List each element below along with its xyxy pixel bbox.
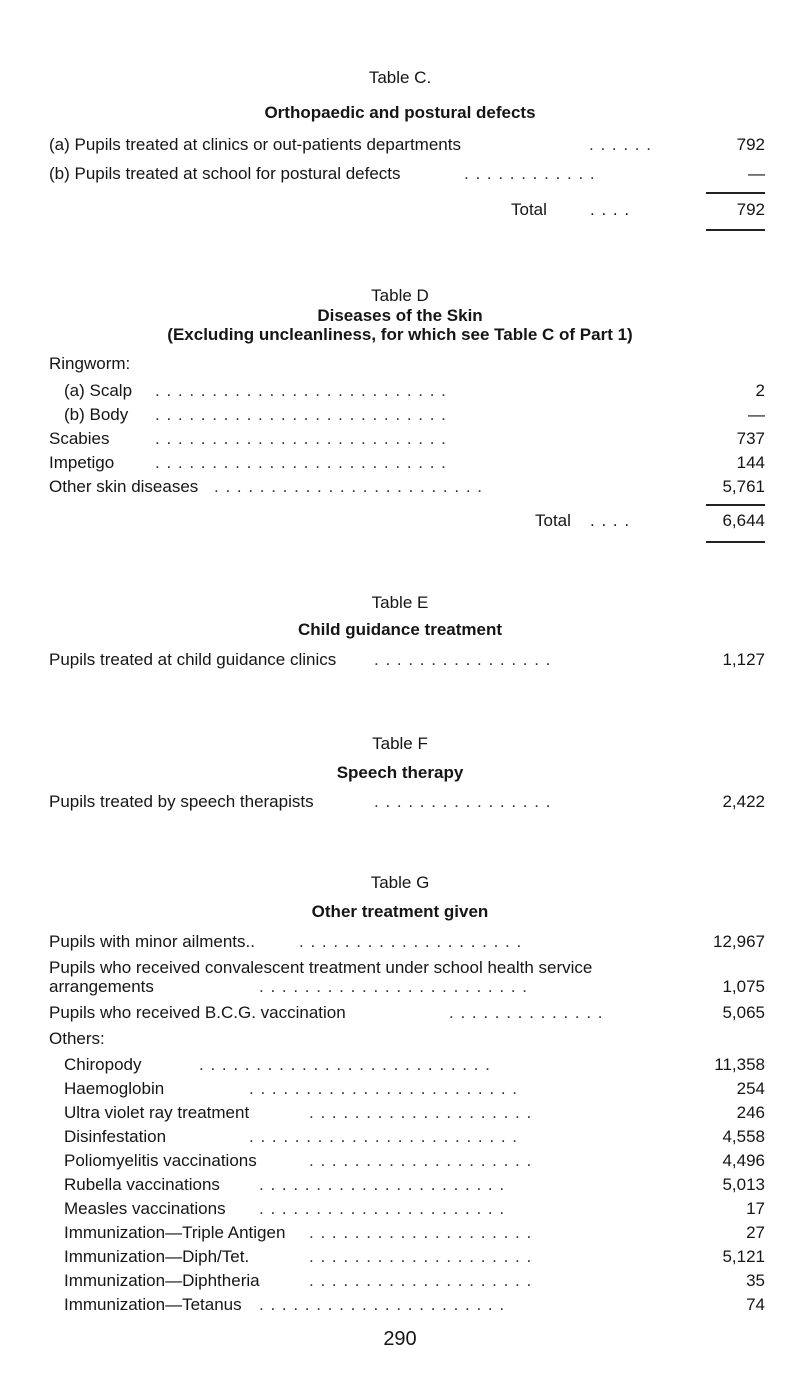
table-g-heading: Table G (370, 873, 430, 892)
leader-dots: . . . . . . . . . . . . . . . . (374, 792, 552, 811)
leader-dots: . . . . . . . . . . . . . . . . . . . . . . . . . . (155, 429, 447, 448)
row-label: Immunization—Diphtheria (64, 1271, 260, 1290)
row-label: Pupils who received B.C.G. vaccination (49, 1003, 346, 1022)
row-value: 1,075 (722, 977, 765, 996)
leader-dots: . . . . . . . . . . . . . . . . . . . . . . . . . . (155, 405, 447, 424)
row-label: Other skin diseases (49, 477, 199, 496)
row-label: Pupils with minor ailments.. (49, 932, 255, 951)
row-value: 27 (746, 1223, 765, 1242)
table-c-row (49, 135, 765, 157)
row-label: Impetigo (49, 453, 115, 472)
others-row (49, 1127, 765, 1149)
table-e-heading: Table E (371, 593, 429, 612)
row-value: — (748, 164, 765, 183)
row-value: 5,065 (722, 1003, 765, 1022)
bcg-row (49, 1003, 765, 1025)
others-row (49, 1199, 765, 1221)
leader-dots: . . . . (590, 200, 631, 219)
row-value: 246 (736, 1103, 765, 1122)
table-d-total-value: 6,644 (722, 511, 765, 530)
others-row (49, 1151, 765, 1173)
total-rule (706, 229, 765, 231)
row-label: (b) Body (64, 405, 129, 424)
convalescent-label-line1: Pupils who received convalescent treatment under school health service (49, 958, 593, 977)
leader-dots: . . . . . . . . . . . . . . . . . . . . (309, 1247, 533, 1266)
row-value: 2 (755, 381, 765, 400)
row-label: Pupils treated at child guidance clinics (49, 650, 337, 669)
row-value: 5,013 (722, 1175, 765, 1194)
row-value: 254 (736, 1079, 765, 1098)
row-label: Scabies (49, 429, 110, 448)
table-g-title: Other treatment given (311, 902, 489, 921)
row-label: Disinfestation (64, 1127, 167, 1146)
row-label: Ultra violet ray treatment (64, 1103, 250, 1122)
minor-ailments-row (49, 932, 765, 954)
leader-dots: . . . . . . . . . . . . . . . . . . . . . . . . . . (155, 453, 447, 472)
others-row (49, 1223, 765, 1245)
row-label: Immunization—Triple Antigen (64, 1223, 286, 1242)
leader-dots: . . . . . . . . . . . . . . . . . . . . (309, 1223, 533, 1242)
leader-dots: . . . . . . . . . . . . . . . . . . . . . . (259, 1175, 506, 1194)
row-value: 35 (746, 1271, 765, 1290)
leader-dots: . . . . . . (589, 135, 652, 154)
leader-dots: . . . . . . . . . . . . . . (449, 1003, 604, 1022)
row-label: Pupils treated by speech therapists (49, 792, 314, 811)
leader-dots: . . . . (590, 511, 631, 530)
leader-dots: . . . . . . . . . . . . . . . . . . . . . . . . (214, 477, 483, 496)
row-label: Haemoglobin (64, 1079, 165, 1098)
others-row (49, 1055, 765, 1077)
row-value: 144 (736, 453, 765, 472)
leader-dots: . . . . . . . . . . . . . . . . . . . . . . (259, 1295, 506, 1314)
row-value: 792 (736, 135, 765, 154)
row-label: Measles vaccinations (64, 1199, 226, 1218)
others-row (49, 1295, 765, 1317)
table-d-total-label: Total (535, 511, 571, 530)
row-label: (b) Pupils treated at school for postural defects (49, 164, 401, 183)
table-d-row (49, 405, 765, 427)
table-c-row (49, 164, 765, 186)
table-d-subtitle: (Excluding uncleanliness, for which see Table C of Part 1) (167, 325, 633, 344)
table-c-total-value: 792 (736, 200, 765, 219)
table-f-row (49, 792, 765, 814)
row-label: Immunization—Diph/Tet. (64, 1247, 250, 1266)
page-number: 290 (383, 1328, 417, 1350)
others-label: Others: (49, 1029, 105, 1048)
row-value: 2,422 (722, 792, 765, 811)
table-d-row (49, 477, 765, 499)
row-value: 12,967 (713, 932, 765, 951)
total-rule (706, 541, 765, 543)
leader-dots: . . . . . . . . . . . . . . . . . . . . . . (259, 1199, 506, 1218)
table-f-heading: Table F (372, 734, 428, 753)
table-c-title: Orthopaedic and postural defects (264, 103, 536, 122)
subtotal-rule (706, 192, 765, 194)
table-d-row (49, 453, 765, 475)
table-d-title: Diseases of the Skin (317, 306, 483, 325)
leader-dots: . . . . . . . . . . . . . . . . . . . . . . . . . . (199, 1055, 491, 1074)
table-c-heading: Table C. (368, 68, 432, 87)
row-value: 5,761 (722, 477, 765, 496)
table-d-heading: Table D (371, 286, 429, 305)
leader-dots: . . . . . . . . . . . . . . . . . . . . . . . . (249, 1127, 518, 1146)
table-f-title: Speech therapy (336, 763, 464, 782)
table-c-total-label: Total (511, 200, 547, 219)
leader-dots: . . . . . . . . . . . . . . . . (374, 650, 552, 669)
row-value: 5,121 (722, 1247, 765, 1266)
leader-dots: . . . . . . . . . . . . . . . . . . . . (309, 1271, 533, 1290)
table-d-row (49, 429, 765, 451)
row-value: 1,127 (722, 650, 765, 669)
row-value: 11,358 (714, 1055, 765, 1074)
table-e-row (49, 650, 765, 672)
table-d-row (49, 381, 765, 403)
row-label: Poliomyelitis vaccinations (64, 1151, 257, 1170)
row-label: (a) Pupils treated at clinics or out-patients departments (49, 135, 461, 154)
row-value: — (748, 405, 765, 424)
others-row (49, 1079, 765, 1101)
subtotal-rule (706, 504, 765, 506)
row-label: Rubella vaccinations (64, 1175, 220, 1194)
row-value: 737 (736, 429, 765, 448)
row-label: (a) Scalp (64, 381, 133, 400)
leader-dots: . . . . . . . . . . . . . . . . . . . . (299, 932, 523, 951)
row-label: arrangements (49, 977, 154, 996)
others-row (49, 1103, 765, 1125)
table-e-title: Child guidance treatment (297, 620, 503, 639)
leader-dots: . . . . . . . . . . . . . . . . . . . . . . . . . . (155, 381, 447, 400)
leader-dots: . . . . . . . . . . . . . . . . . . . . . . . . (259, 977, 528, 996)
others-row (49, 1175, 765, 1197)
row-value: 74 (746, 1295, 765, 1314)
row-label: Chiropody (64, 1055, 142, 1074)
convalescent-row (49, 977, 765, 999)
ringworm-label: Ringworm: (49, 354, 131, 373)
leader-dots: . . . . . . . . . . . . (464, 164, 596, 183)
others-row (49, 1271, 765, 1293)
row-label: Immunization—Tetanus (64, 1295, 242, 1314)
leader-dots: . . . . . . . . . . . . . . . . . . . . (309, 1151, 533, 1170)
leader-dots: . . . . . . . . . . . . . . . . . . . . . . . . (249, 1079, 518, 1098)
row-value: 4,558 (722, 1127, 765, 1146)
others-row (49, 1247, 765, 1269)
row-value: 4,496 (722, 1151, 765, 1170)
row-value: 17 (746, 1199, 765, 1218)
leader-dots: . . . . . . . . . . . . . . . . . . . . (309, 1103, 533, 1122)
